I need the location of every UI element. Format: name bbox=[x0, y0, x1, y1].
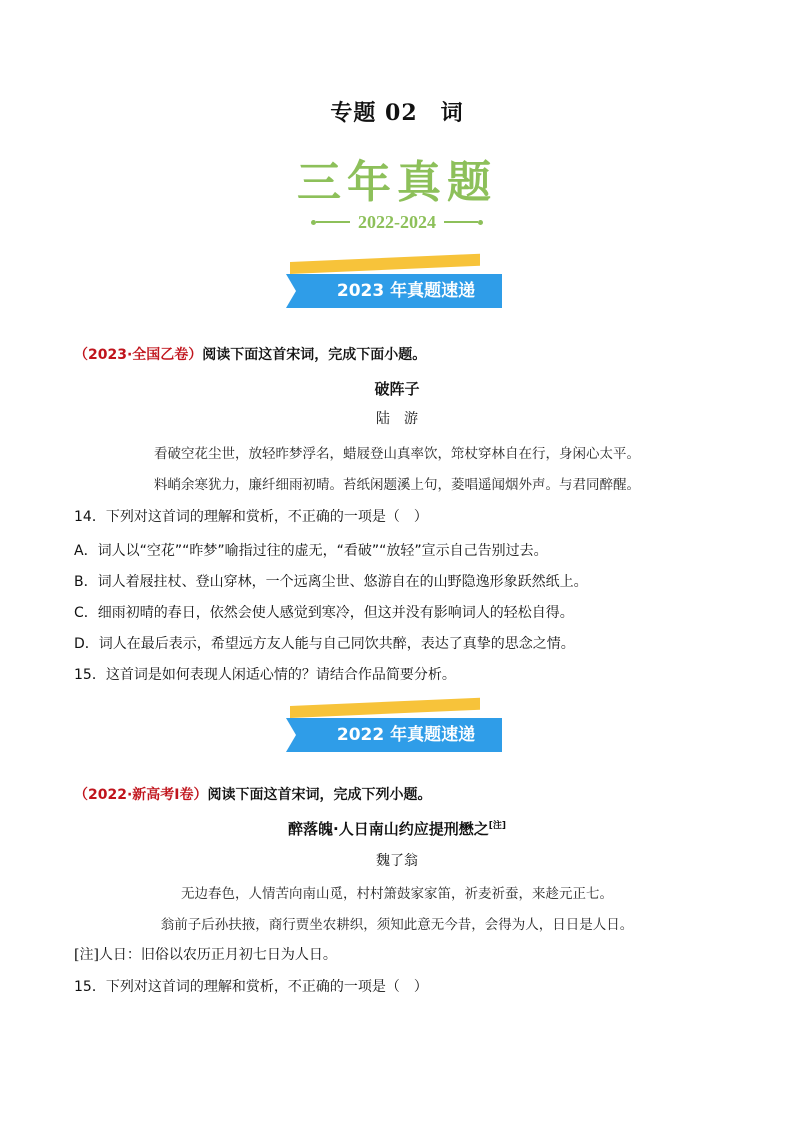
banner-stripe bbox=[290, 698, 480, 718]
topic-title: 专题 02 词 bbox=[330, 100, 464, 126]
years-decoration bbox=[0, 210, 794, 234]
divider-line bbox=[316, 221, 350, 223]
poem-title bbox=[0, 818, 794, 839]
poem-line: 看破空花尘世，放轻昨梦浮名，蜡屐登山真率饮，筇杖穿林自在行，身闲心太平。 bbox=[154, 446, 640, 462]
banner-label: 2022 年真题速递 bbox=[336, 725, 476, 745]
question-15-2022: 15．下列对这首词的理解和赏析，不正确的一项是（ ） bbox=[74, 979, 428, 995]
poem-line: 翁前子后孙扶掖，商行贾坐农耕织，须知此意无今昔，会得为人，日日是人日。 bbox=[160, 917, 634, 933]
source-tag: （2023·全国乙卷） bbox=[74, 347, 203, 363]
banner-stripe bbox=[290, 254, 480, 274]
option-c: C．细雨初晴的春日，依然会使人感觉到寒冷，但这并没有影响词人的轻松自得。 bbox=[74, 605, 574, 621]
big-title: 三年真题 bbox=[297, 157, 497, 208]
poem-author: 魏了翁 bbox=[376, 853, 418, 869]
source-tag: （2022·新高考Ⅰ卷） bbox=[74, 787, 208, 803]
poem-title: 破阵子 bbox=[374, 380, 420, 398]
section-banner-2022 bbox=[286, 706, 502, 756]
instruction: 阅读下面这首宋词，完成下列小题。 bbox=[207, 787, 432, 803]
source-line-2023 bbox=[74, 344, 426, 364]
dot-icon bbox=[478, 220, 483, 225]
question-14: 14．下列对这首词的理解和赏析，不正确的一项是（ ） bbox=[74, 509, 428, 525]
poem-line: 料峭余寒犹力，廉纤细雨初晴。苔纸闲题溪上句，菱唱遥闻烟外声。与君同醉醒。 bbox=[154, 477, 640, 493]
question-15: 15．这首词是如何表现人闲适心情的？请结合作品简要分析。 bbox=[74, 667, 456, 683]
source-line-2022 bbox=[74, 784, 432, 804]
years-range: 2022-2024 bbox=[358, 211, 436, 232]
banner-notch bbox=[286, 718, 296, 752]
option-a: A．词人以“空花”“昨梦”喻指过往的虚无，“看破”“放轻”宣示自己告别过去。 bbox=[74, 543, 548, 559]
option-d: D．词人在最后表示，希望远方友人能与自己同饮共醉，表达了真挚的思念之情。 bbox=[74, 636, 575, 652]
note-mark: [注] bbox=[488, 821, 506, 831]
poem-title-text: 醉落魄·人日南山约应提刑懋之 bbox=[288, 820, 489, 838]
section-banner-2023 bbox=[286, 262, 502, 312]
instruction: 阅读下面这首宋词，完成下面小题。 bbox=[202, 347, 427, 363]
banner-label: 2023 年真题速递 bbox=[336, 281, 476, 301]
banner-notch bbox=[286, 274, 296, 308]
poem-author: 陆 游 bbox=[376, 411, 418, 427]
option-b: B．词人着屐拄杖、登山穿林，一个远离尘世、悠游自在的山野隐逸形象跃然纸上。 bbox=[74, 574, 588, 590]
poem-line: 无边春色，人情苦向南山觅，村村箫鼓家家笛，祈麦祈蚕，来趁元正七。 bbox=[181, 886, 613, 902]
footnote: [注]人日：旧俗以农历正月初七日为人日。 bbox=[74, 947, 337, 963]
divider-line bbox=[444, 221, 478, 223]
